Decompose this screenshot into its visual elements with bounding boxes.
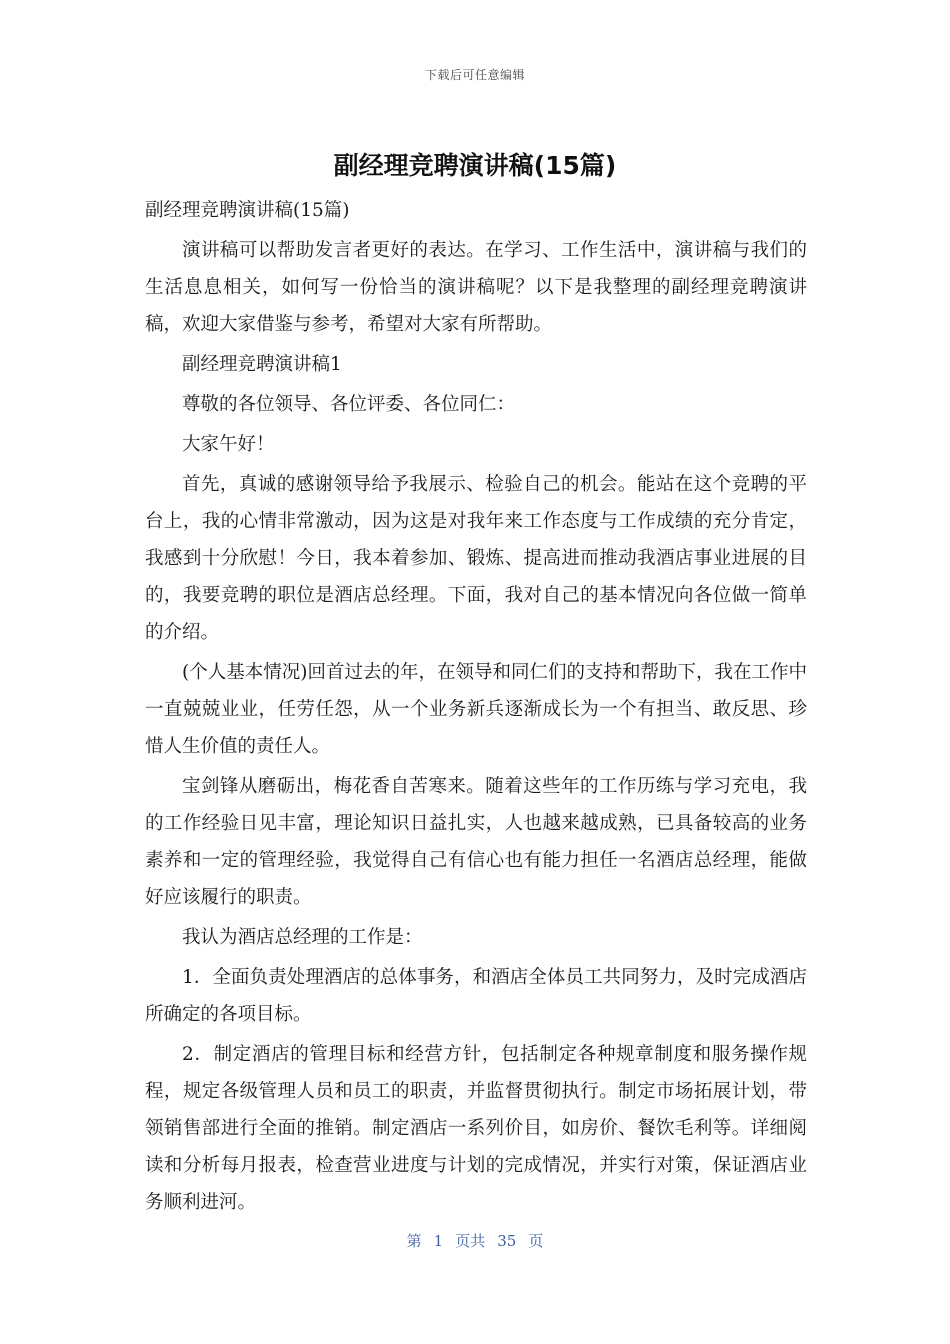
footer-label-page: 第 [406,1232,422,1250]
document-body [145,192,807,1224]
footer-label-of: 页共 [455,1232,486,1250]
paragraph: 2．制定酒店的管理目标和经营方针，包括制定各种规章制度和服务操作规程，规定各级管理人员和员工的职责，并监督贯彻执行。制定市场拓展计划，带领销售部进行全面的推销。制定酒店一系列价目，如房价、餐饮毛利等。详细阅读和分析每月报表，检查营业进度与计划的完成情况，并实行对策，保证酒店业务顺利进河。 [145,1044,807,1213]
footer-total-pages: 35 [497,1232,517,1250]
paragraph: 1．全面负责处理酒店的总体事务，和酒店全体员工共同努力，及时完成酒店所确定的各项目标。 [145,967,807,1025]
paragraph: 副经理竞聘演讲稿1 [182,354,342,375]
paragraph: (个人基本情况)回首过去的年，在领导和同仁们的支持和帮助下，我在工作中一直兢兢业业，任劳任怨，从一个业务新兵逐渐成长为一个有担当、敢反思、珍惜人生价值的责任人。 [145,662,807,757]
paragraph: 副经理竞聘演讲稿(15篇) [145,200,350,221]
paragraph: 我认为酒店总经理的工作是： [182,927,423,948]
paragraph: 尊敬的各位领导、各位评委、各位同仁： [182,394,516,415]
paragraph: 首先，真诚的感谢领导给予我展示、检验自己的机会。能站在这个竞聘的平台上，我的心情非常激动，因为这是对我年来工作态度与工作成绩的充分肯定，我感到十分欣慰！今日，我本着参加、锻炼、提高进而推动我酒店事业进展的目的，我要竞聘的职位是酒店总经理。下面，我对自己的基本情况向各位做一简单的介绍。 [145,474,807,643]
footer-current-page: 1 [433,1232,444,1250]
paragraph: 演讲稿可以帮助发言者更好的表达。在学习、工作生活中，演讲稿与我们的生活息息相关，如何写一份恰当的演讲稿呢？以下是我整理的副经理竞聘演讲稿，欢迎大家借鉴与参考，希望对大家有所帮助。 [145,240,807,335]
page-header-note: 下载后可任意编辑 [424,68,525,82]
page-footer [0,1230,950,1251]
footer-label-end: 页 [528,1232,544,1250]
paragraph: 宝剑锋从磨砺出，梅花香自苦寒来。随着这些年的工作历练与学习充电，我的工作经验日见丰富，理论知识日益扎实，人也越来越成熟，已具备较高的业务素养和一定的管理经验，我觉得自己有信心也有能力担任一名酒店总经理，能做好应该履行的职责。 [145,776,807,908]
document-title: 副经理竞聘演讲稿(15篇) [333,151,617,180]
paragraph: 大家午好！ [182,434,275,455]
